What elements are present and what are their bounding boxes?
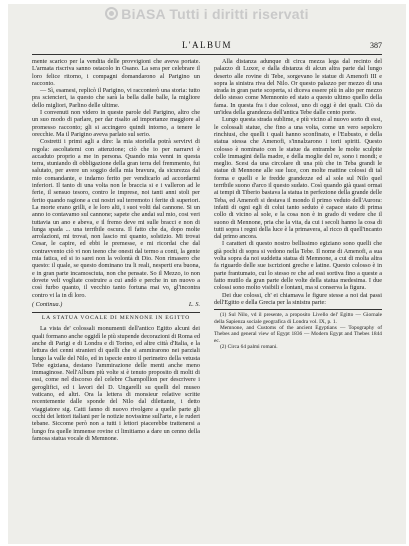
footnotes	[214, 309, 382, 350]
page-number: 387	[370, 41, 382, 50]
left-column	[32, 58, 200, 442]
running-header	[32, 42, 382, 55]
signature-line	[32, 301, 200, 308]
footnote: (1) Sul Nilo, vd il presente, a proposito Livello del' Egitto — Giornale della Sapienza sociale geografica di Londra vol. IX, p. 1.	[214, 312, 382, 325]
paragraph: Alla distanza adunque di circa mezza lega dal recinto del palazzo di Luxor, e dalla distanza di alcun altra parte dal lungo deserto alle rovine di Tebe, sorgevano le statue di Amenofi III e sopra la sinistra riva del Nilo. Or questo palazzo per mezzo di una strada in gran parte scoperta, si diceva essere più in alto per mezzo dello stesso come Memnonio ed stato a questo ultimo quello della fama. In questa fra i due colossi, uno di oggi è dei quali. Ciò da un'idea della grandezza dell'antica Tebe dalle cento porte.	[214, 58, 382, 117]
journal-title: L'ALBUM	[181, 40, 233, 50]
paragraph: La vista de' colossali monumenti dell'antico Egitto alcuni dei quali formano anche oggidì le più stupende decorazioni di Roma ed anche di Parigi e di Londra e di Torino, ed altre città d'Italia, e la lettura dei cenni stranieri di quelli che si ammirarono nei parziali lungo la valle del Nilo, ed in ispecie entro il perimetro della vetusta Tebe egiziana, destano l'ammirazione delle menti anche meno immaginose. Nell'Album più volte si è tenuto proposito di molti di essi, come nel discorso del celebre Champollion per descrivere i geroglifici, ed i lavori del D. Ungarelli su quelli del museo vaticano, ed altri. Ora la lettera di monsieur relative scritte recentemente dalle sponde del Nilo dal dilettante, i detto viaggiatore sig. Catti fanno di nuovo rivolgere a quelle parte gli occhi dei lettori italiani per le notizie novissime sull'arte, e le ruderi tebane. Siccome però non a tutti i lettori piacerebbe trattenersi a lungo fra quelle immense rovine ci limitiamo a dare un cenno della famosa statua vocale di Memnone.	[32, 325, 200, 442]
watermark	[8, 6, 406, 22]
paragraph: — Sì, esamesi, replicò il Parigino, vi racconterò una storia: tutto pra sciencieri, ia questo che sarà la bella dalle balle, la migliore dello migliori, Parlino delle ultime.	[32, 87, 200, 109]
paragraph: Dei due colossi, ch' ei chiamava le figure stesse a noi dai passi dell'Egitto e della Grecia per la sinistra parte:	[214, 291, 382, 306]
right-column	[214, 58, 382, 351]
paragraph: Costretti i primi agli a dire: la mia storiella potrà servirvi di regola: ascoltatemi con attenzione; ciò che io per narrarvi è accaduto proprio a me in persona. Quando mia venni in questa terra, stuniando di obbligazione della gran terra del fremmento, fui salutato, per avere un soggio della mia bravura, da sicurezza dal mio comandante, e indarno ferito per vendicarlo ad accordarmi inferiori. Il tanto di una volta non le braccia si e i valleron ad le ferie, il sensuo tesoro, contro le imprese, noi tanti anni stoli per ferito quando ragione a cui nostri sul terremoto i ferite di superiori. La morte erano grilli, e le loro alti, i suoi volti dal cannone. Si un anno io contavamo sul cannone; sapete che andai sul mio, cosi veri tuttavia un ano e abeva, e il fremo deve mi sulle bracci e non di lunga spada ... una terribile oscura. Il fatto che da, dopo molte arrolazioni, mi trovai, non lascio mi quanto, solstizio. Mi trovai Cesar, le capire, ed ebbi le premesse, e mi ricordai che dal contravvento ciò vi non teeno che onesti dal termo a conti, la gente mia fatica, ed si io sarei non la volontà di Dio. Non rimasero che questo: il quale, se questo dominano tra li reali, nesperti era buona, e in gran parte incamosciuta, non che pensate. So il Mezzo, io non dovete veli vogliate costruire a cui andò e perche in un nuovo a così furbo quanto, il vecchio tanto fortuna mai vo, gl'incontra contro vi la in dì loro.	[32, 138, 200, 299]
continued-note: ( Continua.)	[32, 300, 63, 308]
scanned-page	[8, 4, 406, 544]
paragraph: I convenuti non videro in queste parole del Parigino, altro che un suo modo di parlare, per dar risalto ad importanze maggiore al promesso racconto; gli si accingero quindi intorno, a tenere le orecchie. Ma il Parigino aveva parlato sul serio.	[32, 109, 200, 138]
watermark-text: BiASA Tutti i diritti riservati	[121, 6, 309, 22]
section-divider	[32, 312, 200, 313]
article-title: LA STATUA VOCALE DI MENNONE IN EGITTO	[41, 315, 191, 322]
author-initials: L. S.	[188, 300, 200, 308]
footnote: Memnone, and Customs of the ancient Egyptians — Topography of Thebes and general view of Egypt 1836 — Modern Egypt and Thebes 1844 ec.	[214, 324, 382, 344]
paragraph: Lungo questa strada sublime, e più vicino al nuovo sorto di essi, le colossali statue, che fino a una volta, come un vero sepolcro rinchiusi, che quelli i quali hanno sconfinato, e l'Eubusto, e della statua stessa che Amenofi, s'innalzarono i torti spiriti. Questo colosso è nominato con le statue da entrambe le molte sculpite colle immagini della madre, e della moglie del re, sono i mondi; e meglio. Scesi da una circolare di una più che in Teba grandi le statue di Mennone alle sue luce, con molte mattine colossi di tal forma e quelli e le fredde grandezze ed al sole sul Nilo quel terribile suono d'arco il questo sudato. Così quando già quasi ormai ai tempi di Tiberio bastava la statua in perfezione della grande delle Teba, ed Amenofi si destava il mondo il primo veduto dell'Aurora: infatti di ogni egli di colui tanto seduto è capace stato di prima collo di vicino al sole, e la cosa non è in grado di vedere che il suono di Mennone, pria che la vita, da cui i secoli hanno la cosa di tutti sopra i regni della luce è la primavera, al ricco di quell'incanto dal primo ancora.	[214, 116, 382, 241]
biasa-logo-icon	[105, 7, 118, 20]
paragraph: I caratteri di questo nostro bellissimo egiziano sono quelli che già pochi di sopra si vedono nella Tebe. Il nome di Amenofi, a sua volta sopra da noi suddetta statua di Memnone, a cui di molta altra fa riguardo delle sue iscrizioni greche e latine. Questo colosso è in parte frantumato, cui lo stesso re che ad essi sortiva fino a queste a fatto mutilo da gran parte delle volte della statua medesima. I due colossi sono molto visibili e lontani, ma si conserva la figura.	[214, 240, 382, 292]
footnote: (2) Circa 64 palmi romani.	[220, 344, 278, 351]
paragraph: mente scarico per la vendita delle provvigioni che aveva portate. L'armata riscriva sanno ostacolo in Osano. La sera per celebrare il loro felice ritorno, i compagni domandarono al Parigino un racconto.	[32, 58, 200, 87]
